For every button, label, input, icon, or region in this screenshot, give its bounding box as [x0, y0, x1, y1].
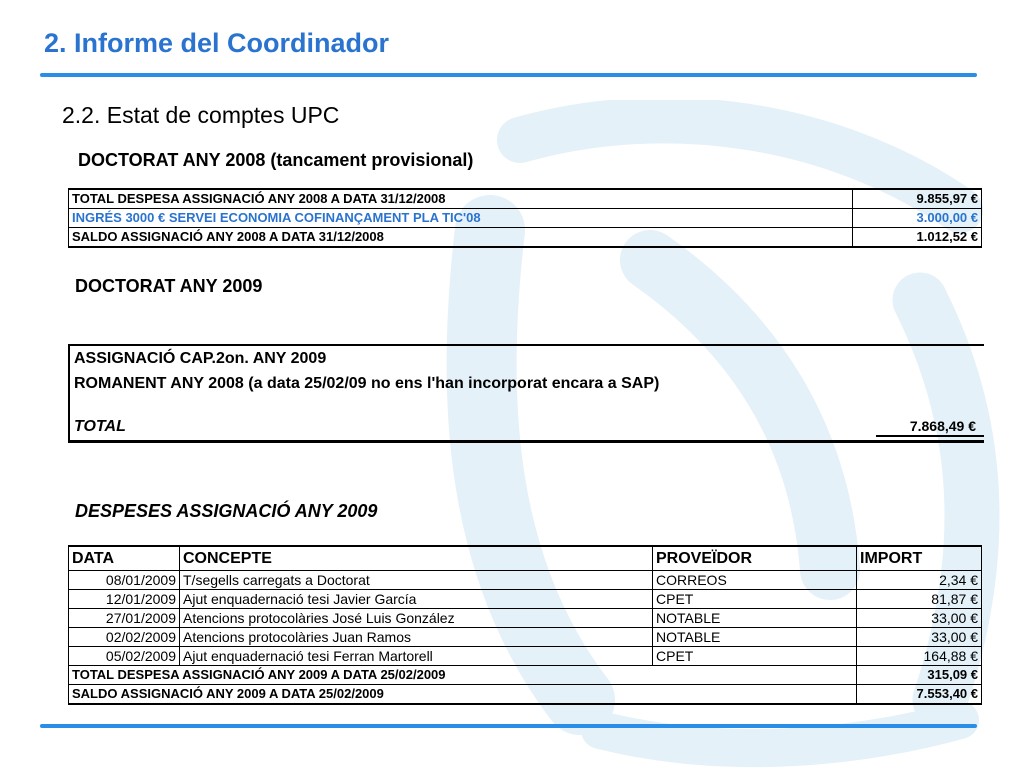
cell-supplier: CPET — [653, 647, 857, 666]
cell-date: 08/01/2009 — [69, 571, 180, 590]
budget-total-amount: 7.868,49 € — [909, 418, 976, 434]
cell-supplier: CORREOS — [653, 571, 857, 590]
row-label: SALDO ASSIGNACIÓ ANY 2008 A DATA 31/12/2008 — [69, 228, 853, 248]
total-row — [69, 666, 982, 685]
table-row — [69, 609, 982, 628]
section-heading-2008: DOCTORAT ANY 2008 (tancament provisional) — [78, 150, 474, 170]
row-label: INGRÉS 3000 € SERVEI ECONOMIA COFINANÇAMENT PLA TIC'08 — [69, 209, 853, 228]
cell-supplier: NOTABLE — [653, 628, 857, 647]
section-heading-expenses: DESPESES ASSIGNACIÓ ANY 2009 — [75, 501, 378, 521]
row-label: TOTAL DESPESA ASSIGNACIÓ ANY 2008 A DATA 31/12/2008 — [69, 189, 853, 209]
row-amount: 3.000,00 € — [852, 209, 981, 228]
page-subtitle: 2.2. Estat de comptes UPC — [62, 102, 340, 128]
footer-divider — [40, 724, 977, 728]
table-row — [69, 189, 982, 209]
total-amount: 315,09 € — [857, 666, 982, 685]
cell-amount: 81,87 € — [857, 590, 982, 609]
table-row — [69, 647, 982, 666]
cell-date: 27/01/2009 — [69, 609, 180, 628]
cell-date: 05/02/2009 — [69, 647, 180, 666]
table-row — [69, 209, 982, 228]
budget-2009-box — [68, 344, 984, 443]
cell-amount: 164,88 € — [857, 647, 982, 666]
cell-supplier: CPET — [653, 590, 857, 609]
column-header-supplier: PROVEÏDOR — [653, 546, 857, 571]
table-header-row — [69, 546, 982, 571]
cell-concept: Ajut enquadernació tesi Javier García — [180, 590, 653, 609]
saldo-row — [69, 685, 982, 705]
budget-allocation-line: ASSIGNACIÓ CAP.2on. ANY 2009 — [74, 350, 327, 367]
cell-amount: 33,00 € — [857, 609, 982, 628]
cell-concept: Atencions protocolàries Juan Ramos — [180, 628, 653, 647]
cell-concept: T/segells carregats a Doctorat — [180, 571, 653, 590]
table-row — [69, 628, 982, 647]
column-header-concept: CONCEPTE — [180, 546, 653, 571]
column-header-amount: IMPORT — [857, 546, 982, 571]
table-row — [69, 228, 982, 248]
saldo-label: SALDO ASSIGNACIÓ ANY 2009 A DATA 25/02/2009 — [69, 685, 857, 705]
row-amount: 9.855,97 € — [852, 189, 981, 209]
cell-amount: 33,00 € — [857, 628, 982, 647]
cell-supplier: NOTABLE — [653, 609, 857, 628]
table-2008-summary — [68, 188, 982, 248]
table-row — [69, 571, 982, 590]
section-heading-2009: DOCTORAT ANY 2009 — [75, 276, 263, 296]
cell-date: 12/01/2009 — [69, 590, 180, 609]
title-divider — [40, 73, 977, 77]
column-header-date: DATA — [69, 546, 180, 571]
page-title: 2. Informe del Coordinador — [44, 28, 390, 58]
total-label: TOTAL DESPESA ASSIGNACIÓ ANY 2009 A DATA 25/02/2009 — [69, 666, 857, 685]
saldo-amount: 7.553,40 € — [857, 685, 982, 705]
table-row — [69, 590, 982, 609]
budget-remainder-line: ROMANENT ANY 2008 (a data 25/02/09 no ens l'han incorporat encara a SAP) — [74, 375, 660, 392]
row-amount: 1.012,52 € — [852, 228, 981, 248]
expenses-table — [68, 545, 982, 705]
budget-total-underline — [876, 435, 984, 437]
cell-concept: Ajut enquadernació tesi Ferran Martorell — [180, 647, 653, 666]
budget-total-label: TOTAL — [74, 418, 126, 435]
cell-concept: Atencions protocolàries José Luis González — [180, 609, 653, 628]
cell-date: 02/02/2009 — [69, 628, 180, 647]
cell-amount: 2,34 € — [857, 571, 982, 590]
